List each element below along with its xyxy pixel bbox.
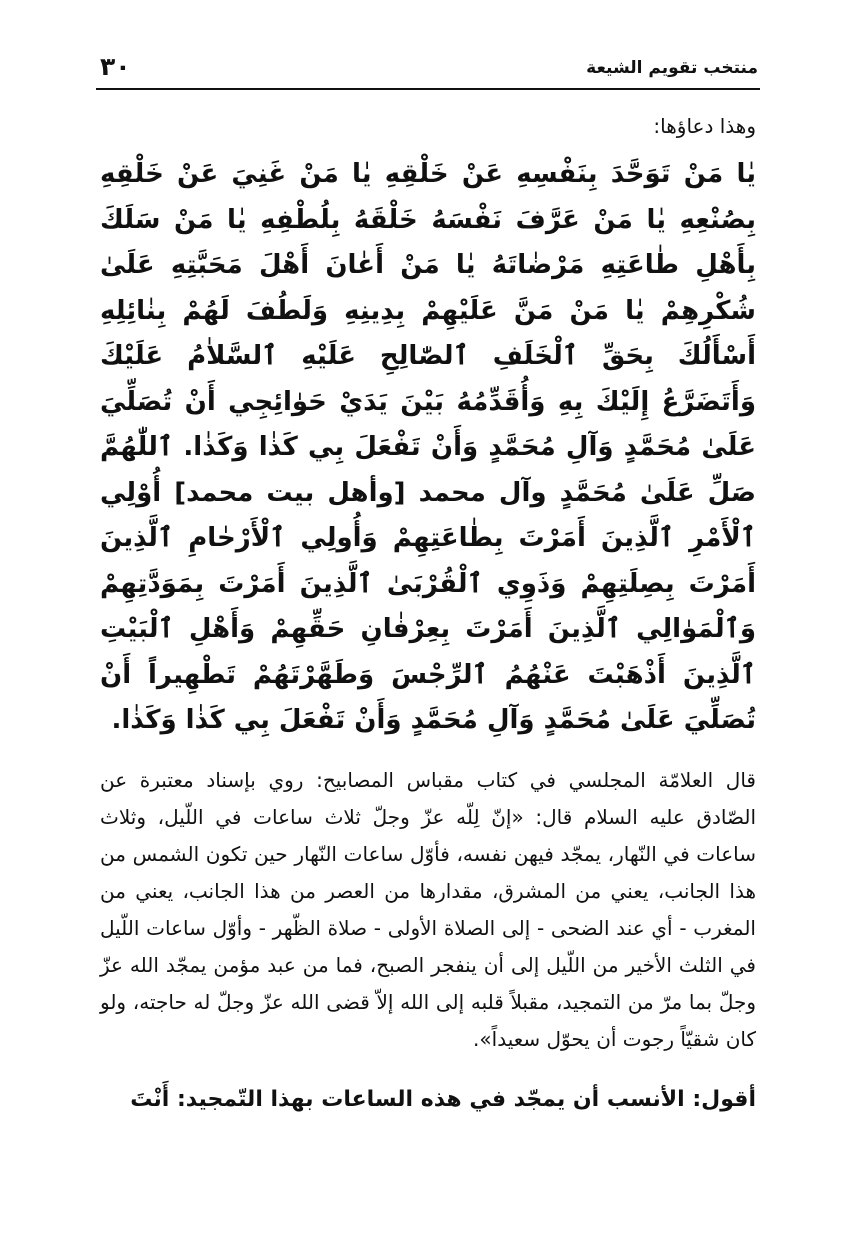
narration-paragraph: قال العلامّة المجلسي في كتاب مقباس المصابيح: روي بإسناد معتبرة عن الصّادق عليه السلام قال: «إنّ لِلّه عزّ وجلّ ثلاث ساعات في اللّيل، وثلاث ساعات في النّهار، يمجّد فيهن نفسه، فأوّل ساعات النّهار حين تكون الشمس من هذا الجانب، يعني من المشرق، مقدارها من العصر من هذا الجانب، يعني من المغرب - أي عند الضحى - إلى الصلاة الأولى - صلاة الظّهر - وأوّل ساعات اللّيل في الثلث الأخير من اللّيل إلى أن ينفجر الصبح، فما من عبد مؤمن يمجّد الله عزّ وجلّ بما مرّ من التمجيد، مقبلاً قلبه إلى الله إلاّ قضى الله عزّ وجلّ له حاجته، ولو كان شقيّاً رجوت أن يحوّل سعيداً». xyxy=(100,767,756,1051)
running-header xyxy=(100,52,758,92)
intro-line: وهذا دعاؤها: xyxy=(653,114,756,138)
book-title: منتخب تقويم الشيعة xyxy=(586,58,758,78)
page-number: ٣٠ xyxy=(100,52,131,81)
page-content xyxy=(100,108,756,1120)
closing-line: أقول: الأنسب أن يمجّد في هذه الساعات بهذا التّمجيد: أَنْتَ xyxy=(130,1086,756,1112)
prayer-text: يٰا مَنْ تَوَحَّدَ بِنَفْسِهِ عَنْ خَلْقِهِ يٰا مَنْ غَنِيَ عَنْ خَلْقِهِ بِصُنْعِهِ يٰا مَنْ عَرَّفَ نَفْسَهُ خَلْقَهُ بِلُطْفِهِ يٰا مَنْ سَلَكَ بِأَهْلِ طٰاعَتِهِ مَرْضٰاتَهُ يٰا مَنْ أَعٰانَ أَهْلَ مَحَبَّتِهِ عَلَىٰ شُكْرِهِمْ يٰا مَنْ مَنَّ عَلَيْهِمْ بِدِينِهِ وَلَطُفَ لَهُمْ بِنٰائِلِهِ أَسْأَلُكَ بِحَقِّ ٱلْخَلَفِ ٱلصّٰالِحِ عَلَيْهِ ٱلسَّلاٰمُ عَلَيْكَ وَأَتَضَرَّعُ إِلَيْكَ بِهِ وَأُقَدِّمُهُ بَيْنَ يَدَيْ حَوٰائِجِي أَنْ تُصَلِّيَ عَلَىٰ مُحَمَّدٍ وَآلِ مُحَمَّدٍ وَأَنْ تَفْعَلَ بِي كَذٰا وَكَذٰا. ٱللّٰهُمَّ صَلِّ عَلَىٰ مُحَمَّدٍ وآل محمد [وأهل بيت محمد] أُوْلِي ٱلْأَمْرِ ٱلَّذِينَ أَمَرْتَ بِطٰاعَتِهِمْ وَأُولِي ٱلْأَرْحٰامِ ٱلَّذِينَ أَمَرْتَ بِصِلَتِهِمْ وَذَوِي ٱلْقُرْبَىٰ ٱلَّذِينَ أَمَرْتَ بِمَوَدَّتِهِمْ وَٱلْمَوٰالِي ٱلَّذِينَ أَمَرْتَ بِعِرْفٰانِ حَقِّهِمْ وَأَهْلِ ٱلْبَيْتِ ٱلَّذِينَ أَذْهَبْتَ عَنْهُمُ ٱلرِّجْسَ وَطَهَّرْتَهُمْ تَطْهِيراً أَنْ تُصَلِّيَ عَلَىٰ مُحَمَّدٍ وَآلِ مُحَمَّدٍ وَأَنْ تَفْعَلَ بِي كَذٰا وَكَذٰا. xyxy=(100,159,756,735)
header-divider xyxy=(96,88,760,90)
